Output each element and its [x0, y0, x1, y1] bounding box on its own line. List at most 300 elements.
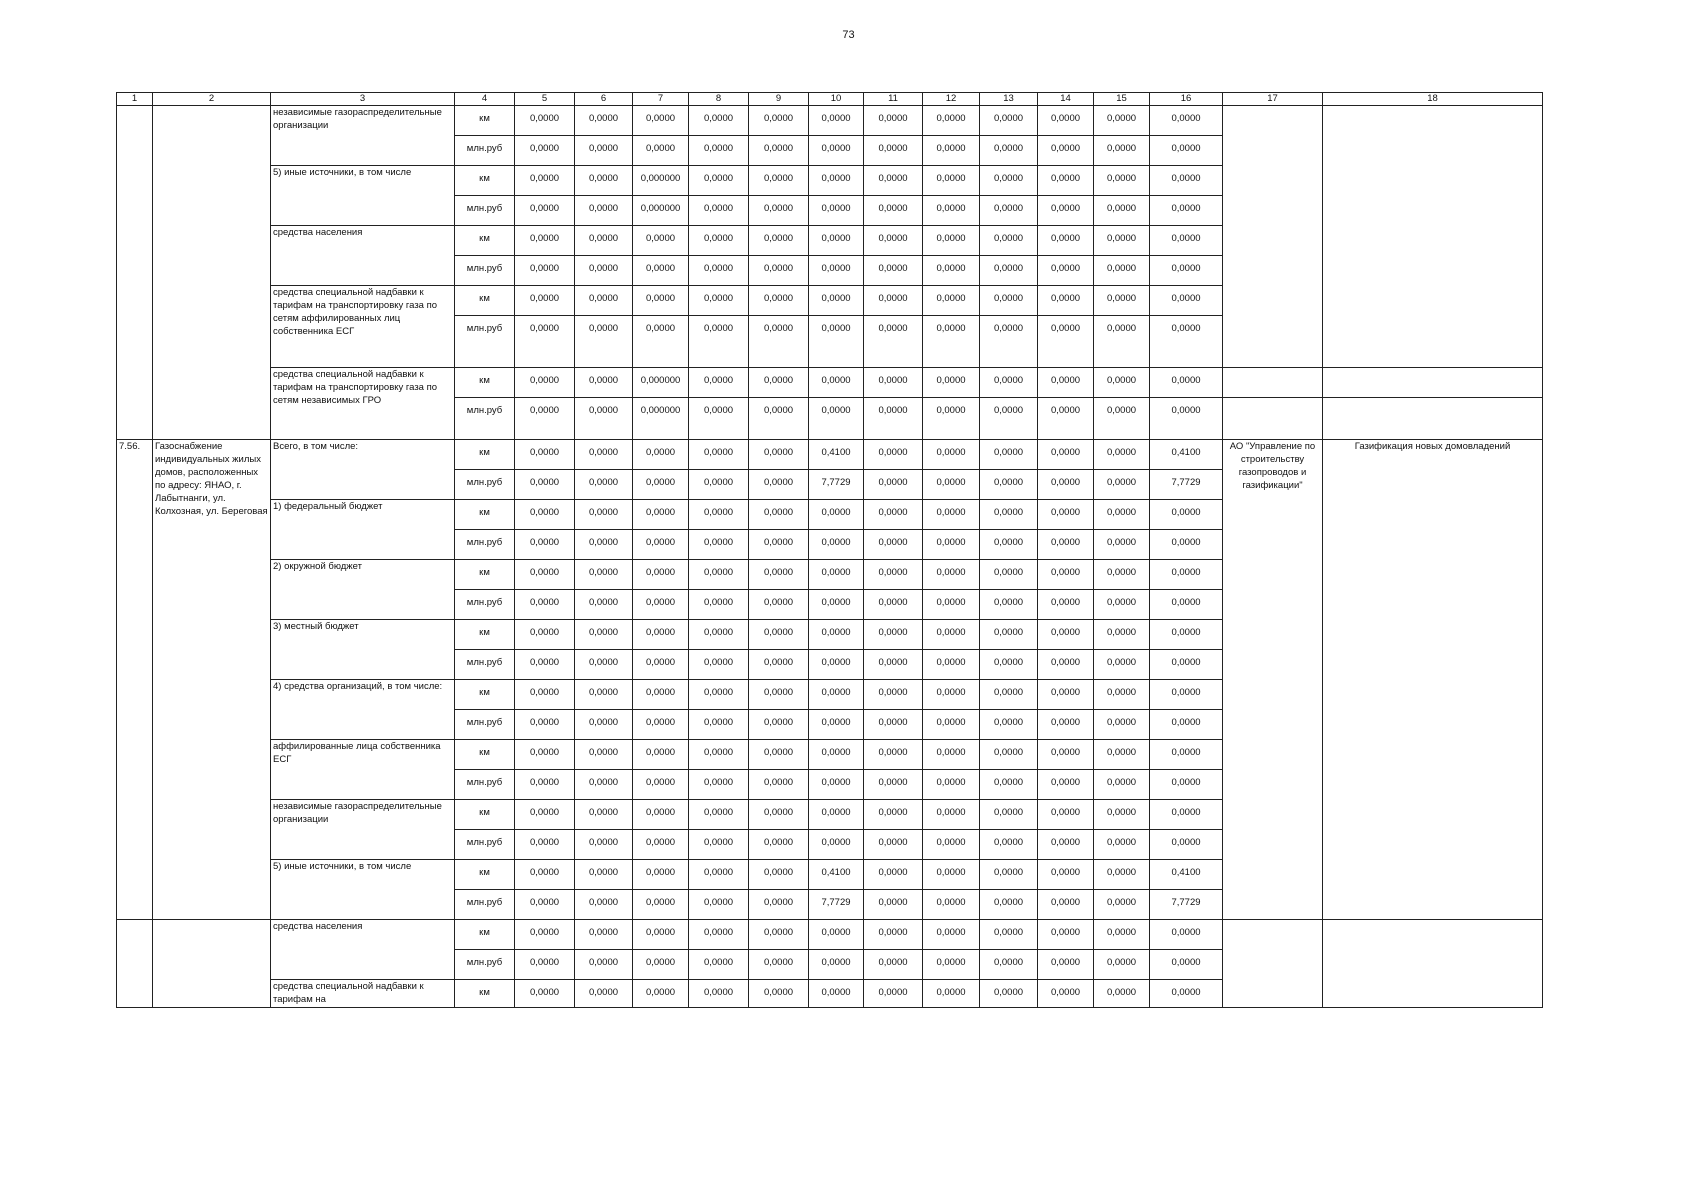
value-cell: 0,0000 [515, 316, 575, 368]
value-cell: 0,0000 [749, 196, 809, 226]
value-cell: 0,0000 [1038, 920, 1094, 950]
value-cell: 0,0000 [689, 226, 749, 256]
value-cell: 0,0000 [633, 136, 689, 166]
value-cell: 0,0000 [864, 368, 923, 398]
value-cell: 0,0000 [923, 286, 980, 316]
value-cell: 0,0000 [923, 440, 980, 470]
value-cell: 0,0000 [809, 800, 864, 830]
value-cell: 0,0000 [809, 980, 864, 1008]
column-number: 4 [455, 93, 515, 106]
funding-source-label: средства специальной надбавки к тарифам на транспортировку газа по сетям аффилированных лиц собственника ЕСГ [271, 286, 455, 368]
value-cell: 0,0000 [749, 800, 809, 830]
value-cell: 0,0000 [1150, 920, 1223, 950]
value-cell: 0,0000 [749, 650, 809, 680]
value-cell: 0,0000 [864, 166, 923, 196]
value-cell: 0,0000 [689, 830, 749, 860]
value-cell: 0,0000 [1038, 368, 1094, 398]
value-cell: 0,0000 [689, 196, 749, 226]
value-cell: 0,0000 [575, 256, 633, 286]
value-cell: 0,0000 [515, 530, 575, 560]
value-cell: 0,0000 [749, 980, 809, 1008]
value-cell: 0,0000 [864, 398, 923, 440]
value-cell: 0,0000 [864, 440, 923, 470]
object-name-cell [153, 920, 271, 1008]
value-cell: 0,0000 [1150, 590, 1223, 620]
value-cell: 0,0000 [923, 560, 980, 590]
value-cell: 0,0000 [864, 890, 923, 920]
value-cell: 0,0000 [1094, 560, 1150, 590]
value-cell: 0,0000 [864, 710, 923, 740]
value-cell: 0,0000 [575, 440, 633, 470]
column-number: 14 [1038, 93, 1094, 106]
value-cell: 0,0000 [923, 368, 980, 398]
funding-source-label: 2) окружной бюджет [271, 560, 455, 620]
value-cell: 0,0000 [1038, 950, 1094, 980]
investment-program-table [116, 92, 1543, 1008]
value-cell: 0,0000 [1150, 770, 1223, 800]
value-cell: 0,0000 [1094, 440, 1150, 470]
value-cell: 0,0000 [749, 470, 809, 500]
value-cell: 0,0000 [980, 980, 1038, 1008]
value-cell: 0,0000 [923, 620, 980, 650]
value-cell: 0,0000 [1038, 106, 1094, 136]
row-number-cell [117, 106, 153, 440]
value-cell: 0,0000 [1094, 680, 1150, 710]
value-cell: 0,0000 [809, 226, 864, 256]
value-cell: 0,0000 [749, 398, 809, 440]
value-cell: 0,0000 [923, 800, 980, 830]
value-cell: 0,0000 [749, 256, 809, 286]
value-cell: 0,0000 [1150, 286, 1223, 316]
value-cell: 0,0000 [809, 256, 864, 286]
value-cell: 0,0000 [980, 830, 1038, 860]
value-cell: 0,4100 [809, 440, 864, 470]
value-cell: 0,0000 [633, 440, 689, 470]
value-cell: 0,0000 [689, 680, 749, 710]
column-number: 1 [117, 93, 153, 106]
funding-source-label: средства специальной надбавки к тарифам на [271, 980, 455, 1008]
value-cell: 0,0000 [749, 890, 809, 920]
column-number: 5 [515, 93, 575, 106]
value-cell: 0,0000 [575, 980, 633, 1008]
value-cell: 0,0000 [923, 860, 980, 890]
value-cell: 0,0000 [923, 256, 980, 286]
value-cell: 0,0000 [923, 890, 980, 920]
value-cell: 0,0000 [809, 398, 864, 440]
value-cell: 0,0000 [809, 770, 864, 800]
unit-cell: млн.руб [455, 710, 515, 740]
value-cell: 0,0000 [923, 470, 980, 500]
unit-cell: км [455, 440, 515, 470]
value-cell: 0,0000 [923, 770, 980, 800]
funding-source-label: 5) иные источники, в том числе [271, 166, 455, 226]
value-cell: 0,0000 [749, 530, 809, 560]
value-cell: 0,0000 [689, 470, 749, 500]
value-cell: 0,0000 [1038, 196, 1094, 226]
organization-cell [1223, 106, 1323, 368]
object-name-cell [153, 106, 271, 440]
purpose-cell [1323, 398, 1543, 440]
value-cell: 0,0000 [515, 166, 575, 196]
value-cell: 0,0000 [980, 398, 1038, 440]
value-cell: 0,0000 [689, 980, 749, 1008]
value-cell: 0,0000 [575, 530, 633, 560]
value-cell: 0,0000 [1150, 740, 1223, 770]
value-cell: 0,0000 [689, 860, 749, 890]
value-cell: 0,0000 [864, 740, 923, 770]
value-cell: 0,0000 [689, 440, 749, 470]
value-cell: 0,0000 [575, 368, 633, 398]
value-cell: 0,0000 [923, 226, 980, 256]
value-cell: 7,7729 [1150, 890, 1223, 920]
value-cell: 0,0000 [864, 286, 923, 316]
funding-source-label: средства населения [271, 920, 455, 980]
value-cell: 0,0000 [749, 590, 809, 620]
value-cell: 0,0000 [689, 106, 749, 136]
value-cell: 0,0000 [749, 440, 809, 470]
value-cell: 0,0000 [633, 470, 689, 500]
value-cell: 0,0000 [575, 830, 633, 860]
value-cell: 0,0000 [515, 106, 575, 136]
value-cell: 0,0000 [633, 106, 689, 136]
value-cell: 0,0000 [923, 710, 980, 740]
value-cell: 0,0000 [575, 106, 633, 136]
page-number: 73 [842, 29, 855, 41]
column-number: 2 [153, 93, 271, 106]
value-cell: 0,0000 [864, 590, 923, 620]
value-cell: 0,0000 [1150, 950, 1223, 980]
value-cell: 0,0000 [515, 680, 575, 710]
value-cell: 0,0000 [749, 166, 809, 196]
value-cell: 0,0000 [1150, 368, 1223, 398]
object-name-cell: Газоснабжение индивидуальных жилых домов, расположенных по адресу: ЯНАО, г. Лабытнанги, ул. Колхозная, ул. Береговая [153, 440, 271, 920]
value-cell: 0,0000 [689, 368, 749, 398]
organization-cell: АО "Управление по строительству газопроводов и газификации" [1223, 440, 1323, 920]
table-row [117, 368, 1543, 398]
funding-source-label: средства специальной надбавки к тарифам на транспортировку газа по сетям независимых ГРО [271, 368, 455, 440]
value-cell: 0,0000 [923, 590, 980, 620]
value-cell: 0,0000 [515, 770, 575, 800]
value-cell: 0,0000 [1038, 650, 1094, 680]
value-cell: 7,7729 [1150, 470, 1223, 500]
value-cell: 0,0000 [1094, 226, 1150, 256]
value-cell: 0,0000 [1150, 650, 1223, 680]
value-cell: 0,0000 [515, 470, 575, 500]
value-cell: 0,0000 [864, 860, 923, 890]
value-cell: 0,0000 [749, 136, 809, 166]
value-cell: 0,0000 [1038, 770, 1094, 800]
value-cell: 0,0000 [633, 560, 689, 590]
value-cell: 0,0000 [749, 740, 809, 770]
value-cell: 0,0000 [575, 136, 633, 166]
value-cell: 0,0000 [1150, 710, 1223, 740]
value-cell: 0,0000 [1094, 106, 1150, 136]
value-cell: 0,0000 [980, 680, 1038, 710]
value-cell: 0,0000 [515, 256, 575, 286]
column-number: 8 [689, 93, 749, 106]
value-cell: 0,0000 [1094, 950, 1150, 980]
value-cell: 0,0000 [633, 620, 689, 650]
organization-cell [1223, 368, 1323, 398]
table-row [117, 106, 1543, 136]
value-cell: 0,0000 [575, 890, 633, 920]
value-cell: 0,0000 [923, 106, 980, 136]
value-cell: 0,0000 [809, 106, 864, 136]
value-cell: 0,0000 [689, 166, 749, 196]
value-cell: 0,0000 [1150, 980, 1223, 1008]
value-cell: 0,0000 [864, 106, 923, 136]
value-cell: 0,0000 [923, 196, 980, 226]
value-cell: 0,0000 [980, 770, 1038, 800]
unit-cell: км [455, 800, 515, 830]
value-cell: 0,000000 [633, 368, 689, 398]
value-cell: 0,0000 [980, 368, 1038, 398]
value-cell: 0,0000 [575, 500, 633, 530]
value-cell: 0,0000 [980, 500, 1038, 530]
column-number: 16 [1150, 93, 1223, 106]
value-cell: 0,0000 [864, 920, 923, 950]
value-cell: 0,0000 [1038, 620, 1094, 650]
unit-cell: км [455, 920, 515, 950]
column-number: 3 [271, 93, 455, 106]
value-cell: 0,0000 [689, 770, 749, 800]
value-cell: 0,0000 [864, 770, 923, 800]
value-cell: 0,0000 [864, 620, 923, 650]
value-cell: 0,0000 [864, 650, 923, 680]
value-cell: 0,0000 [1150, 560, 1223, 590]
value-cell: 0,0000 [1094, 860, 1150, 890]
value-cell: 0,0000 [980, 860, 1038, 890]
table-row [117, 920, 1543, 950]
value-cell: 0,0000 [1038, 980, 1094, 1008]
unit-cell: млн.руб [455, 316, 515, 368]
unit-cell: км [455, 226, 515, 256]
value-cell: 0,0000 [689, 500, 749, 530]
value-cell: 0,0000 [749, 560, 809, 590]
column-number: 6 [575, 93, 633, 106]
unit-cell: млн.руб [455, 530, 515, 560]
value-cell: 0,0000 [749, 710, 809, 740]
value-cell: 0,0000 [689, 890, 749, 920]
value-cell: 0,0000 [1150, 500, 1223, 530]
value-cell: 0,0000 [1038, 800, 1094, 830]
value-cell: 0,0000 [809, 368, 864, 398]
value-cell: 0,0000 [809, 136, 864, 166]
value-cell: 0,0000 [633, 286, 689, 316]
value-cell: 0,0000 [809, 710, 864, 740]
value-cell: 0,0000 [809, 560, 864, 590]
funding-source-label: средства населения [271, 226, 455, 286]
value-cell: 0,0000 [575, 740, 633, 770]
funding-source-label: 4) средства организаций, в том числе: [271, 680, 455, 740]
value-cell: 0,0000 [689, 710, 749, 740]
value-cell: 0,0000 [864, 560, 923, 590]
value-cell: 0,0000 [1038, 860, 1094, 890]
value-cell: 0,0000 [633, 710, 689, 740]
value-cell: 0,0000 [749, 770, 809, 800]
unit-cell: млн.руб [455, 196, 515, 226]
value-cell: 0,0000 [1094, 650, 1150, 680]
value-cell: 0,0000 [633, 256, 689, 286]
value-cell: 0,0000 [980, 530, 1038, 560]
value-cell: 0,0000 [980, 166, 1038, 196]
value-cell: 0,0000 [980, 286, 1038, 316]
value-cell: 0,0000 [633, 980, 689, 1008]
value-cell: 0,0000 [1094, 770, 1150, 800]
value-cell: 0,0000 [575, 196, 633, 226]
value-cell: 0,0000 [864, 196, 923, 226]
value-cell: 0,0000 [980, 920, 1038, 950]
unit-cell: млн.руб [455, 398, 515, 440]
value-cell: 0,0000 [633, 770, 689, 800]
value-cell: 0,0000 [515, 136, 575, 166]
unit-cell: км [455, 286, 515, 316]
value-cell: 0,0000 [515, 440, 575, 470]
value-cell: 0,0000 [749, 620, 809, 650]
unit-cell: млн.руб [455, 890, 515, 920]
value-cell: 0,0000 [864, 226, 923, 256]
value-cell: 0,0000 [1094, 710, 1150, 740]
value-cell: 0,0000 [633, 740, 689, 770]
unit-cell: км [455, 980, 515, 1008]
value-cell: 0,0000 [864, 500, 923, 530]
value-cell: 0,0000 [1094, 740, 1150, 770]
value-cell: 0,0000 [864, 830, 923, 860]
value-cell: 0,0000 [923, 500, 980, 530]
value-cell: 0,0000 [809, 650, 864, 680]
value-cell: 0,0000 [575, 470, 633, 500]
value-cell: 0,000000 [633, 166, 689, 196]
value-cell: 0,0000 [633, 500, 689, 530]
value-cell: 0,0000 [515, 890, 575, 920]
value-cell: 0,0000 [575, 560, 633, 590]
value-cell: 0,0000 [980, 316, 1038, 368]
value-cell: 0,000000 [633, 398, 689, 440]
value-cell: 0,0000 [1038, 470, 1094, 500]
row-number-cell [117, 920, 153, 1008]
value-cell: 0,0000 [515, 830, 575, 860]
value-cell: 0,0000 [923, 650, 980, 680]
unit-cell: млн.руб [455, 950, 515, 980]
value-cell: 0,0000 [809, 950, 864, 980]
funding-source-label: независимые газораспределительные организации [271, 106, 455, 166]
value-cell: 0,0000 [864, 980, 923, 1008]
value-cell: 0,0000 [749, 500, 809, 530]
value-cell: 0,0000 [515, 950, 575, 980]
purpose-cell [1323, 368, 1543, 398]
value-cell: 0,0000 [980, 226, 1038, 256]
value-cell: 0,0000 [515, 226, 575, 256]
value-cell: 0,0000 [633, 530, 689, 560]
value-cell: 0,0000 [1038, 136, 1094, 166]
value-cell: 0,0000 [864, 950, 923, 980]
value-cell: 0,0000 [1150, 166, 1223, 196]
value-cell: 0,0000 [980, 106, 1038, 136]
unit-cell: км [455, 620, 515, 650]
value-cell: 7,7729 [809, 470, 864, 500]
value-cell: 0,0000 [633, 316, 689, 368]
column-number: 15 [1094, 93, 1150, 106]
unit-cell: км [455, 166, 515, 196]
value-cell: 0,0000 [515, 800, 575, 830]
unit-cell: км [455, 740, 515, 770]
value-cell: 0,0000 [864, 470, 923, 500]
value-cell: 0,0000 [515, 500, 575, 530]
value-cell: 0,0000 [575, 800, 633, 830]
column-number: 18 [1323, 93, 1543, 106]
funding-source-label: 5) иные источники, в том числе [271, 860, 455, 920]
value-cell: 0,0000 [575, 680, 633, 710]
value-cell: 0,0000 [923, 136, 980, 166]
value-cell: 0,0000 [689, 620, 749, 650]
value-cell: 7,7729 [809, 890, 864, 920]
unit-cell: км [455, 500, 515, 530]
unit-cell: км [455, 860, 515, 890]
row-number-cell: 7.56. [117, 440, 153, 920]
unit-cell: млн.руб [455, 770, 515, 800]
value-cell: 0,0000 [1038, 256, 1094, 286]
unit-cell: км [455, 106, 515, 136]
value-cell: 0,0000 [1150, 196, 1223, 226]
unit-cell: км [455, 368, 515, 398]
value-cell: 0,0000 [1150, 256, 1223, 286]
unit-cell: млн.руб [455, 256, 515, 286]
value-cell: 0,0000 [980, 890, 1038, 920]
value-cell: 0,0000 [864, 530, 923, 560]
value-cell: 0,0000 [1038, 890, 1094, 920]
value-cell: 0,0000 [1038, 226, 1094, 256]
value-cell: 0,0000 [1038, 500, 1094, 530]
value-cell: 0,0000 [515, 286, 575, 316]
value-cell: 0,0000 [689, 530, 749, 560]
value-cell: 0,0000 [1094, 398, 1150, 440]
value-cell: 0,0000 [864, 800, 923, 830]
value-cell: 0,0000 [1150, 136, 1223, 166]
value-cell: 0,0000 [980, 800, 1038, 830]
funding-source-label: 3) местный бюджет [271, 620, 455, 680]
value-cell: 0,0000 [749, 286, 809, 316]
value-cell: 0,0000 [1094, 256, 1150, 286]
value-cell: 0,0000 [1038, 398, 1094, 440]
value-cell: 0,0000 [1038, 680, 1094, 710]
value-cell: 0,0000 [923, 980, 980, 1008]
value-cell: 0,0000 [1150, 106, 1223, 136]
value-cell: 0,0000 [1038, 286, 1094, 316]
value-cell: 0,0000 [809, 740, 864, 770]
value-cell: 0,0000 [633, 920, 689, 950]
value-cell: 0,0000 [1094, 920, 1150, 950]
value-cell: 0,0000 [689, 136, 749, 166]
value-cell: 0,0000 [1094, 196, 1150, 226]
funding-source-label: Всего, в том числе: [271, 440, 455, 500]
value-cell: 0,0000 [689, 920, 749, 950]
value-cell: 0,0000 [749, 680, 809, 710]
column-number: 13 [980, 93, 1038, 106]
unit-cell: млн.руб [455, 590, 515, 620]
value-cell: 0,0000 [575, 710, 633, 740]
value-cell: 0,0000 [689, 800, 749, 830]
value-cell: 0,0000 [1094, 166, 1150, 196]
value-cell: 0,0000 [689, 590, 749, 620]
value-cell: 0,0000 [749, 920, 809, 950]
funding-source-label: аффилированные лица собственника ЕСГ [271, 740, 455, 800]
value-cell: 0,0000 [864, 256, 923, 286]
column-number-row [117, 93, 1543, 106]
unit-cell: км [455, 560, 515, 590]
value-cell: 0,0000 [575, 770, 633, 800]
value-cell: 0,0000 [1094, 980, 1150, 1008]
column-number: 17 [1223, 93, 1323, 106]
